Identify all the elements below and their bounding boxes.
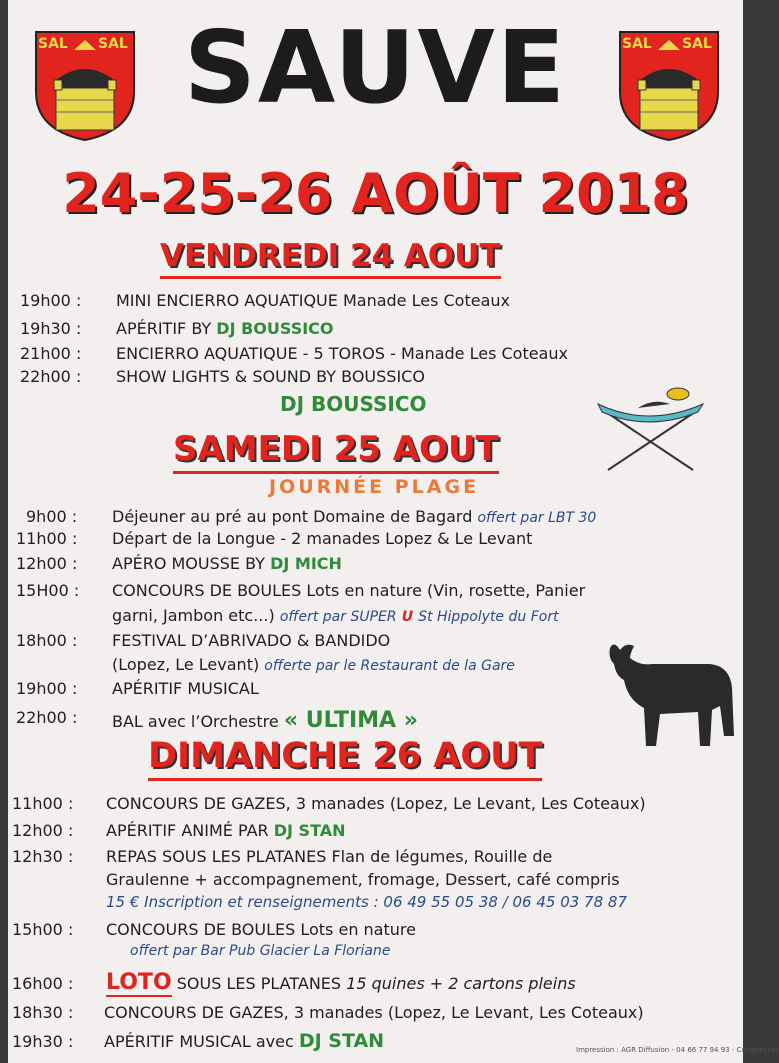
fri-text-3: ENCIERRO AQUATIQUE - 5 TOROS - Manade Les Coteaux [116, 344, 568, 363]
sun-offer-4: offert par Bar Pub Glacier La Floriane [130, 943, 391, 959]
fri-text-4: SHOW LIGHTS & SOUND BY BOUSSICO [116, 367, 425, 386]
sun-time-5: 16h00 : [12, 974, 74, 993]
sat-time-5: 18h00 : [16, 631, 78, 650]
sun-text-3: REPAS SOUS LES PLATANES Flan de légumes, Rouille de [106, 847, 553, 866]
crest-right-text-b: SAL [682, 36, 712, 52]
sat-text-7: BAL avec l’Orchestre « ULTIMA » [112, 708, 418, 733]
dj-stan-1: DJ STAN [273, 821, 346, 840]
sat-text-5: FESTIVAL D’ABRIVADO & BANDIDO [112, 631, 391, 650]
sat-time-4: 15H00 : [16, 581, 80, 600]
sun-text-2: APÉRITIF ANIMÉ PAR DJ STAN [106, 821, 346, 840]
fri-text-2: APÉRITIF BY DJ BOUSSICO [116, 319, 334, 338]
sun-time-4: 15h00 : [12, 920, 74, 939]
sun-text-3b: Graulenne + accompagnement, fromage, Dessert, café compris [106, 870, 620, 889]
sun-time-2: 12h00 : [12, 821, 74, 840]
sun-text-1: CONCOURS DE GAZES, 3 manades (Lopez, Le Levant, Les Coteaux) [106, 794, 646, 813]
sun-time-1: 11h00 : [12, 794, 74, 813]
sun-price-info: 15 € Inscription et renseignements : 06 49 55 05 38 / 06 45 03 78 87 [106, 893, 628, 911]
fri-text-1: MINI ENCIERRO AQUATIQUE Manade Les Coteaux [116, 291, 510, 310]
sun-text-6: CONCOURS DE GAZES, 3 manades (Lopez, Le Levant, Les Coteaux) [104, 1003, 644, 1022]
sat-text-2: Départ de la Longue - 2 manades Lopez & Le Levant [112, 529, 533, 548]
sat-time-1: 9h00 : [26, 507, 78, 526]
crest-right-text-a: SAL [622, 36, 652, 52]
festival-poster [8, 0, 779, 1063]
sun-text-7: APÉRITIF MUSICAL avec DJ STAN [104, 1030, 385, 1052]
saturday-subtitle: JOURNÉE PLAGE [269, 476, 480, 498]
sat-text-1: Déjeuner au pré au pont Domaine de Bagard offert par LBT 30 [112, 507, 597, 526]
saturday-heading: SAMEDI 25 AOUT [173, 427, 499, 474]
poster-title: SAUVE [183, 9, 568, 126]
crest-left-text-b: SAL [98, 36, 128, 52]
sun-time-7: 19h30 : [12, 1032, 74, 1051]
sat-time-6: 19h00 : [16, 679, 78, 698]
sun-time-6: 18h30 : [12, 1003, 74, 1022]
sun-time-3: 12h30 : [12, 847, 74, 866]
dj-stan-2: DJ STAN [298, 1030, 385, 1052]
sat-text-4: CONCOURS DE BOULES Lots en nature (Vin, rosette, Panier [112, 581, 586, 600]
fri-time-1: 19h00 : [20, 291, 82, 310]
dj-boussico-center: DJ BOUSSICO [280, 392, 427, 416]
dj-name: DJ BOUSSICO [216, 319, 334, 338]
sunday-heading: DIMANCHE 26 AOUT [148, 734, 542, 781]
sat-time-3: 12h00 : [16, 554, 78, 573]
sat-text-6: APÉRITIF MUSICAL [112, 679, 259, 698]
band-ultima: « ULTIMA » [283, 708, 418, 733]
printer-credit: Impression : AGR Diffusion - 04 66 77 94 93 - Congueyrac [576, 1046, 779, 1054]
sat-time-7: 22h00 : [16, 708, 78, 727]
dj-mich: DJ MICH [270, 554, 342, 573]
loto-label: LOTO [106, 970, 172, 995]
friday-heading: VENDREDI 24 AOUT [160, 236, 501, 279]
bull-icon [600, 636, 740, 754]
sat-text-3: APÉRO MOUSSE BY DJ MICH [112, 554, 342, 573]
fri-time-4: 22h00 : [20, 367, 82, 386]
crest-left-text-a: SAL [38, 36, 68, 52]
sun-text-5: LOTO SOUS LES PLATANES 15 quines + 2 cartons pleins [106, 970, 576, 995]
sun-text-4: CONCOURS DE BOULES Lots en nature [106, 920, 416, 939]
sat-text-5b: (Lopez, Le Levant) offerte par le Restaurant de la Gare [112, 655, 515, 674]
sat-text-4b: garni, Jambon etc...) offert par SUPER U St Hippolyte du Fort [112, 606, 559, 625]
festival-dates: 24-25-26 AOÛT 2018 [62, 162, 689, 225]
sat-offer-1: offert par LBT 30 [477, 510, 597, 526]
fri-time-3: 21h00 : [20, 344, 82, 363]
hammock-icon [588, 380, 713, 480]
sat-time-2: 11h00 : [16, 529, 78, 548]
fri-time-2: 19h30 : [20, 319, 82, 338]
